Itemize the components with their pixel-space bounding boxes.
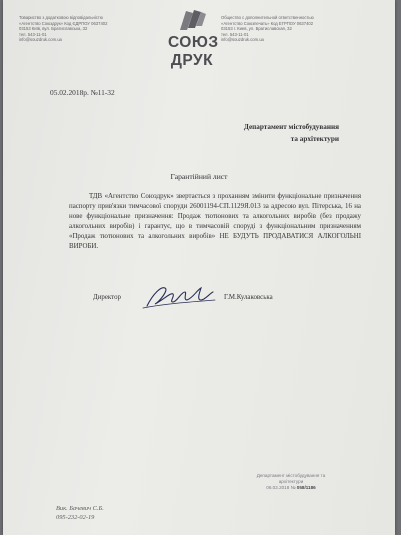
- header-left-line: 03153 Київ, вул. Братиславська, 32: [19, 26, 88, 32]
- company-logo: [168, 8, 219, 70]
- header-right-line: Общество с дополнительной ответственностью: [221, 15, 314, 20]
- letter-body: [69, 192, 361, 251]
- header-right-line: 03153 г. Киев, ул. Братиславская, 32: [221, 26, 292, 32]
- letter-title: Гарантійний лист: [170, 172, 228, 181]
- executor-phone: 095-232-02-19: [56, 514, 95, 521]
- header-right-line: тел. 543-11-01: [221, 31, 249, 37]
- registration-stamp: [216, 473, 366, 491]
- header-right-requisites: [221, 15, 351, 43]
- stamp-line: [216, 485, 366, 491]
- body-paragraph: ТДВ «Агентство Союздрук» звертається з проханням змінити функціональне призначення паспорту прив'язки тимчасової споруди 26001194-СП.1129Я.013 за адресою вул. Пітерська, 16 на нове функціональне призначення: Продаж тютюнових та алкогольних виробів (без продажу алкогольних виробів) і гарантує, що в тимчасовій споруді з функціональним призначенням «Продаж тютюнових та алкогольних виробів» НЕ БУДУТЬ ПРОДАВАТИСЯ АЛКОГОЛЬНІ ВИРОБИ.: [69, 193, 361, 250]
- header-right-line: info@souzdruk.com.ua: [221, 37, 264, 43]
- flags-logo-icon: [177, 8, 207, 32]
- stamp-number: 058/1186: [296, 485, 316, 490]
- executor-name: Вик. Бачевич С.Б.: [56, 505, 104, 512]
- letter-date-number: 05.02.2018р. №11-32: [50, 88, 115, 97]
- logo-text-line2: ДРУК: [170, 52, 214, 69]
- executor-info: [56, 504, 104, 522]
- header-left-line: info@souzdruk.com.ua: [19, 37, 62, 43]
- addressee-line: та архітектури: [290, 135, 339, 143]
- director-name: Г.М.Кулаковська: [224, 294, 273, 301]
- header-left-line: «Агентство Союздрук» Код ЄДРПОУ 0637402: [19, 20, 108, 26]
- letter-page: [3, 0, 395, 535]
- logo-text-line1: СОЮЗ: [168, 34, 219, 51]
- addressee-line: Департамент містобудування: [243, 123, 339, 131]
- header-left-line: Товариство з додатковою відповідальністю: [19, 15, 103, 20]
- header-right-line: «Агентство Союзпечать» Код ЕГРПОУ 0637402: [221, 20, 314, 26]
- stamp-line: архітектури: [278, 479, 304, 484]
- handwritten-signature: [139, 280, 219, 314]
- header-left-requisites: [19, 15, 149, 43]
- addressee: [189, 121, 339, 145]
- stamp-line: Департамент містобудування та: [256, 473, 326, 478]
- header-left-line: тел. 543-11-01: [19, 31, 47, 37]
- stamp-date: 06.02.2018 №: [266, 485, 296, 490]
- director-label: Директор: [93, 294, 121, 301]
